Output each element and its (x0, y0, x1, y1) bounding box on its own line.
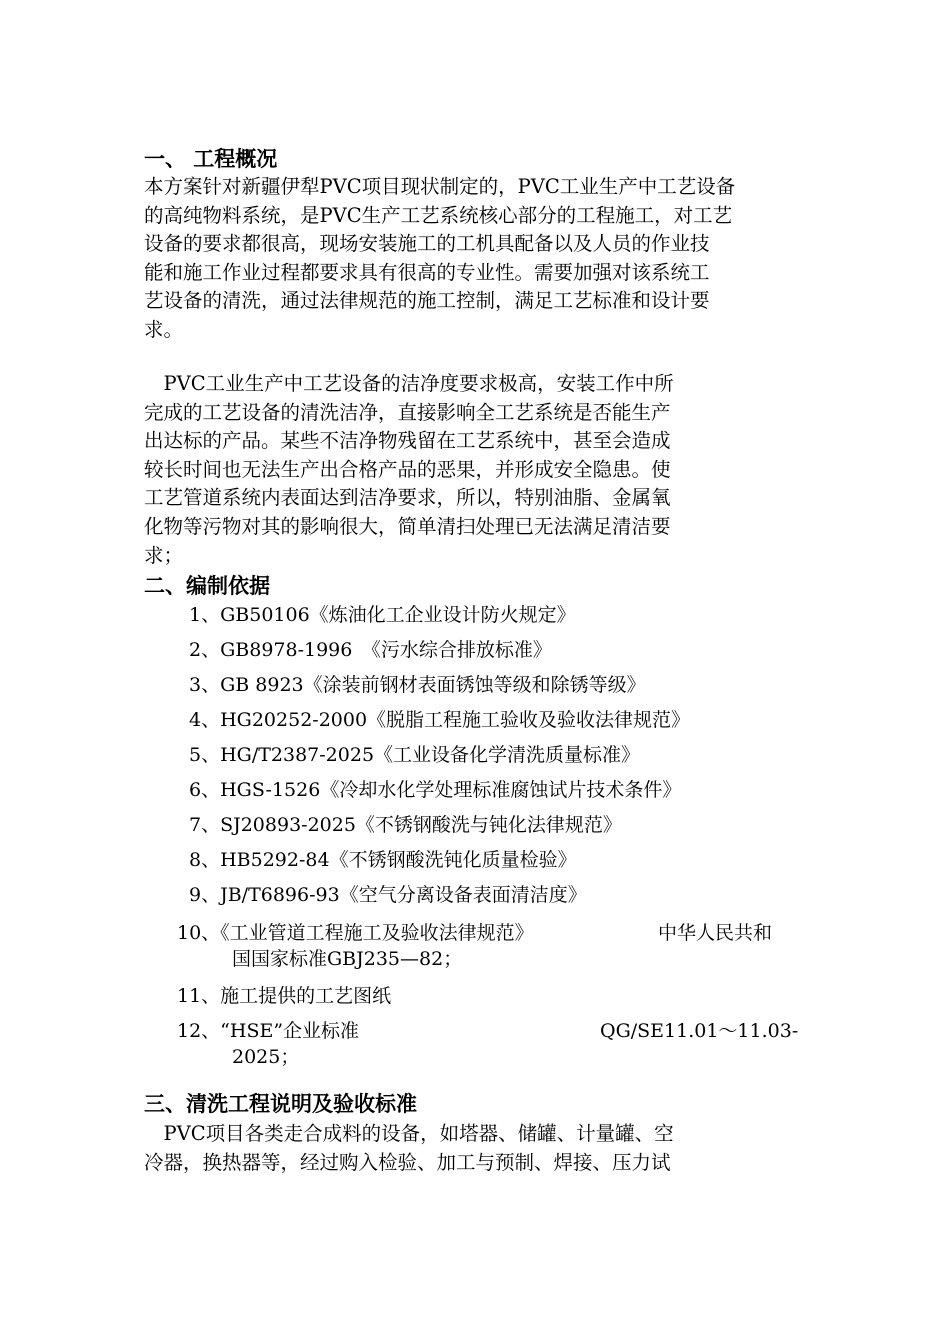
paragraph-line: PVC工业生产中工艺设备的洁净度要求极高，安装工作中所 (144, 372, 674, 395)
reference-item-1: 1、GB50106《炼油化工企业设计防火规定》 (189, 604, 576, 626)
paragraph-line: 出达标的产品。某些不洁净物残留在工艺系统中，甚至会造成 (144, 429, 671, 453)
reference-item-7: 7、SJ20893-2025《不锈钢酸洗与钝化法律规范》 (189, 814, 622, 836)
reference-item-11: 11、施工提供的工艺图纸 (177, 985, 392, 1007)
reference-item-10-publisher: 中华人民共和 (658, 922, 773, 944)
section-3-heading: 三、清洗工程说明及验收标准 (144, 1092, 417, 1116)
paragraph-line: 较长时间也无法生产出合格产品的恶果，并形成安全隐患。使 (144, 457, 671, 481)
reference-item-10-continued: 国国家标准GBJ235—82； (232, 948, 463, 970)
paragraph-line: 冷器，换热器等，经过购入检验、加工与预制、焊接、压力试 (144, 1150, 671, 1174)
reference-item-8: 8、HB5292-84《不锈钢酸洗钝化质量检验》 (189, 849, 577, 871)
reference-item-2: 2、GB8978-1996 《污水综合排放标准》 (189, 639, 552, 661)
paragraph-line: 能和施工作业过程都要求具有很高的专业性。需要加强对该系统工 (144, 260, 710, 284)
section-1-heading: 一、 工程概况 (144, 147, 278, 171)
paragraph-line: 化物等污物对其的影响很大，简单清扫处理已无法满足清洁要 (144, 514, 671, 538)
paragraph-line: 设备的要求都很高，现场安装施工的工机具配备以及人员的作业技 (144, 232, 710, 256)
section-3-paragraph (144, 1120, 764, 1177)
section-1-paragraph-1 (144, 173, 814, 345)
reference-item-12-code: QG/SE11.01～11.03- (600, 1020, 799, 1042)
paragraph-line: 工艺管道系统内表面达到洁净要求，所以，特别油脂、金属氧 (144, 486, 671, 510)
reference-item-12-continued: 2025； (232, 1046, 300, 1068)
reference-item-6: 6、HGS-1526《冷却水化学处理标准腐蚀试片技术条件》 (189, 779, 682, 801)
paragraph-line: 艺设备的清洗，通过法律规范的施工控制，满足工艺标准和设计要 (144, 289, 710, 313)
section-1-paragraph-2 (144, 370, 764, 570)
paragraph-line: 本方案针对新疆伊犁PVC项目现状制定的，PVC工业生产中工艺设备 (144, 175, 736, 198)
reference-item-5: 5、HG/T2387-2025《工业设备化学清洗质量标准》 (189, 744, 641, 766)
reference-item-3: 3、GB 8923《涂装前钢材表面锈蚀等级和除锈等级》 (189, 674, 646, 696)
reference-item-9: 9、JB/T6896-93《空气分离设备表面清洁度》 (189, 884, 587, 906)
paragraph-line: 完成的工艺设备的清洗洁净，直接影响全工艺系统是否能生产 (144, 400, 671, 424)
reference-item-10: 10、《工业管道工程施工及验收法律规范》 (177, 922, 534, 944)
reference-item-4: 4、HG20252-2000《脱脂工程施工验收及验收法律规范》 (189, 709, 691, 731)
paragraph-line: PVC项目各类走合成料的设备，如塔器、储罐、计量罐、空 (144, 1122, 674, 1145)
reference-item-12: 12、“HSE”企业标准 (177, 1020, 360, 1042)
paragraph-line: 的高纯物料系统，是PVC生产工艺系统核心部分的工程施工，对工艺 (144, 203, 733, 227)
section-2-heading: 二、编制依据 (144, 574, 270, 598)
paragraph-line: 求； (144, 543, 184, 567)
paragraph-line: 求。 (144, 317, 184, 341)
